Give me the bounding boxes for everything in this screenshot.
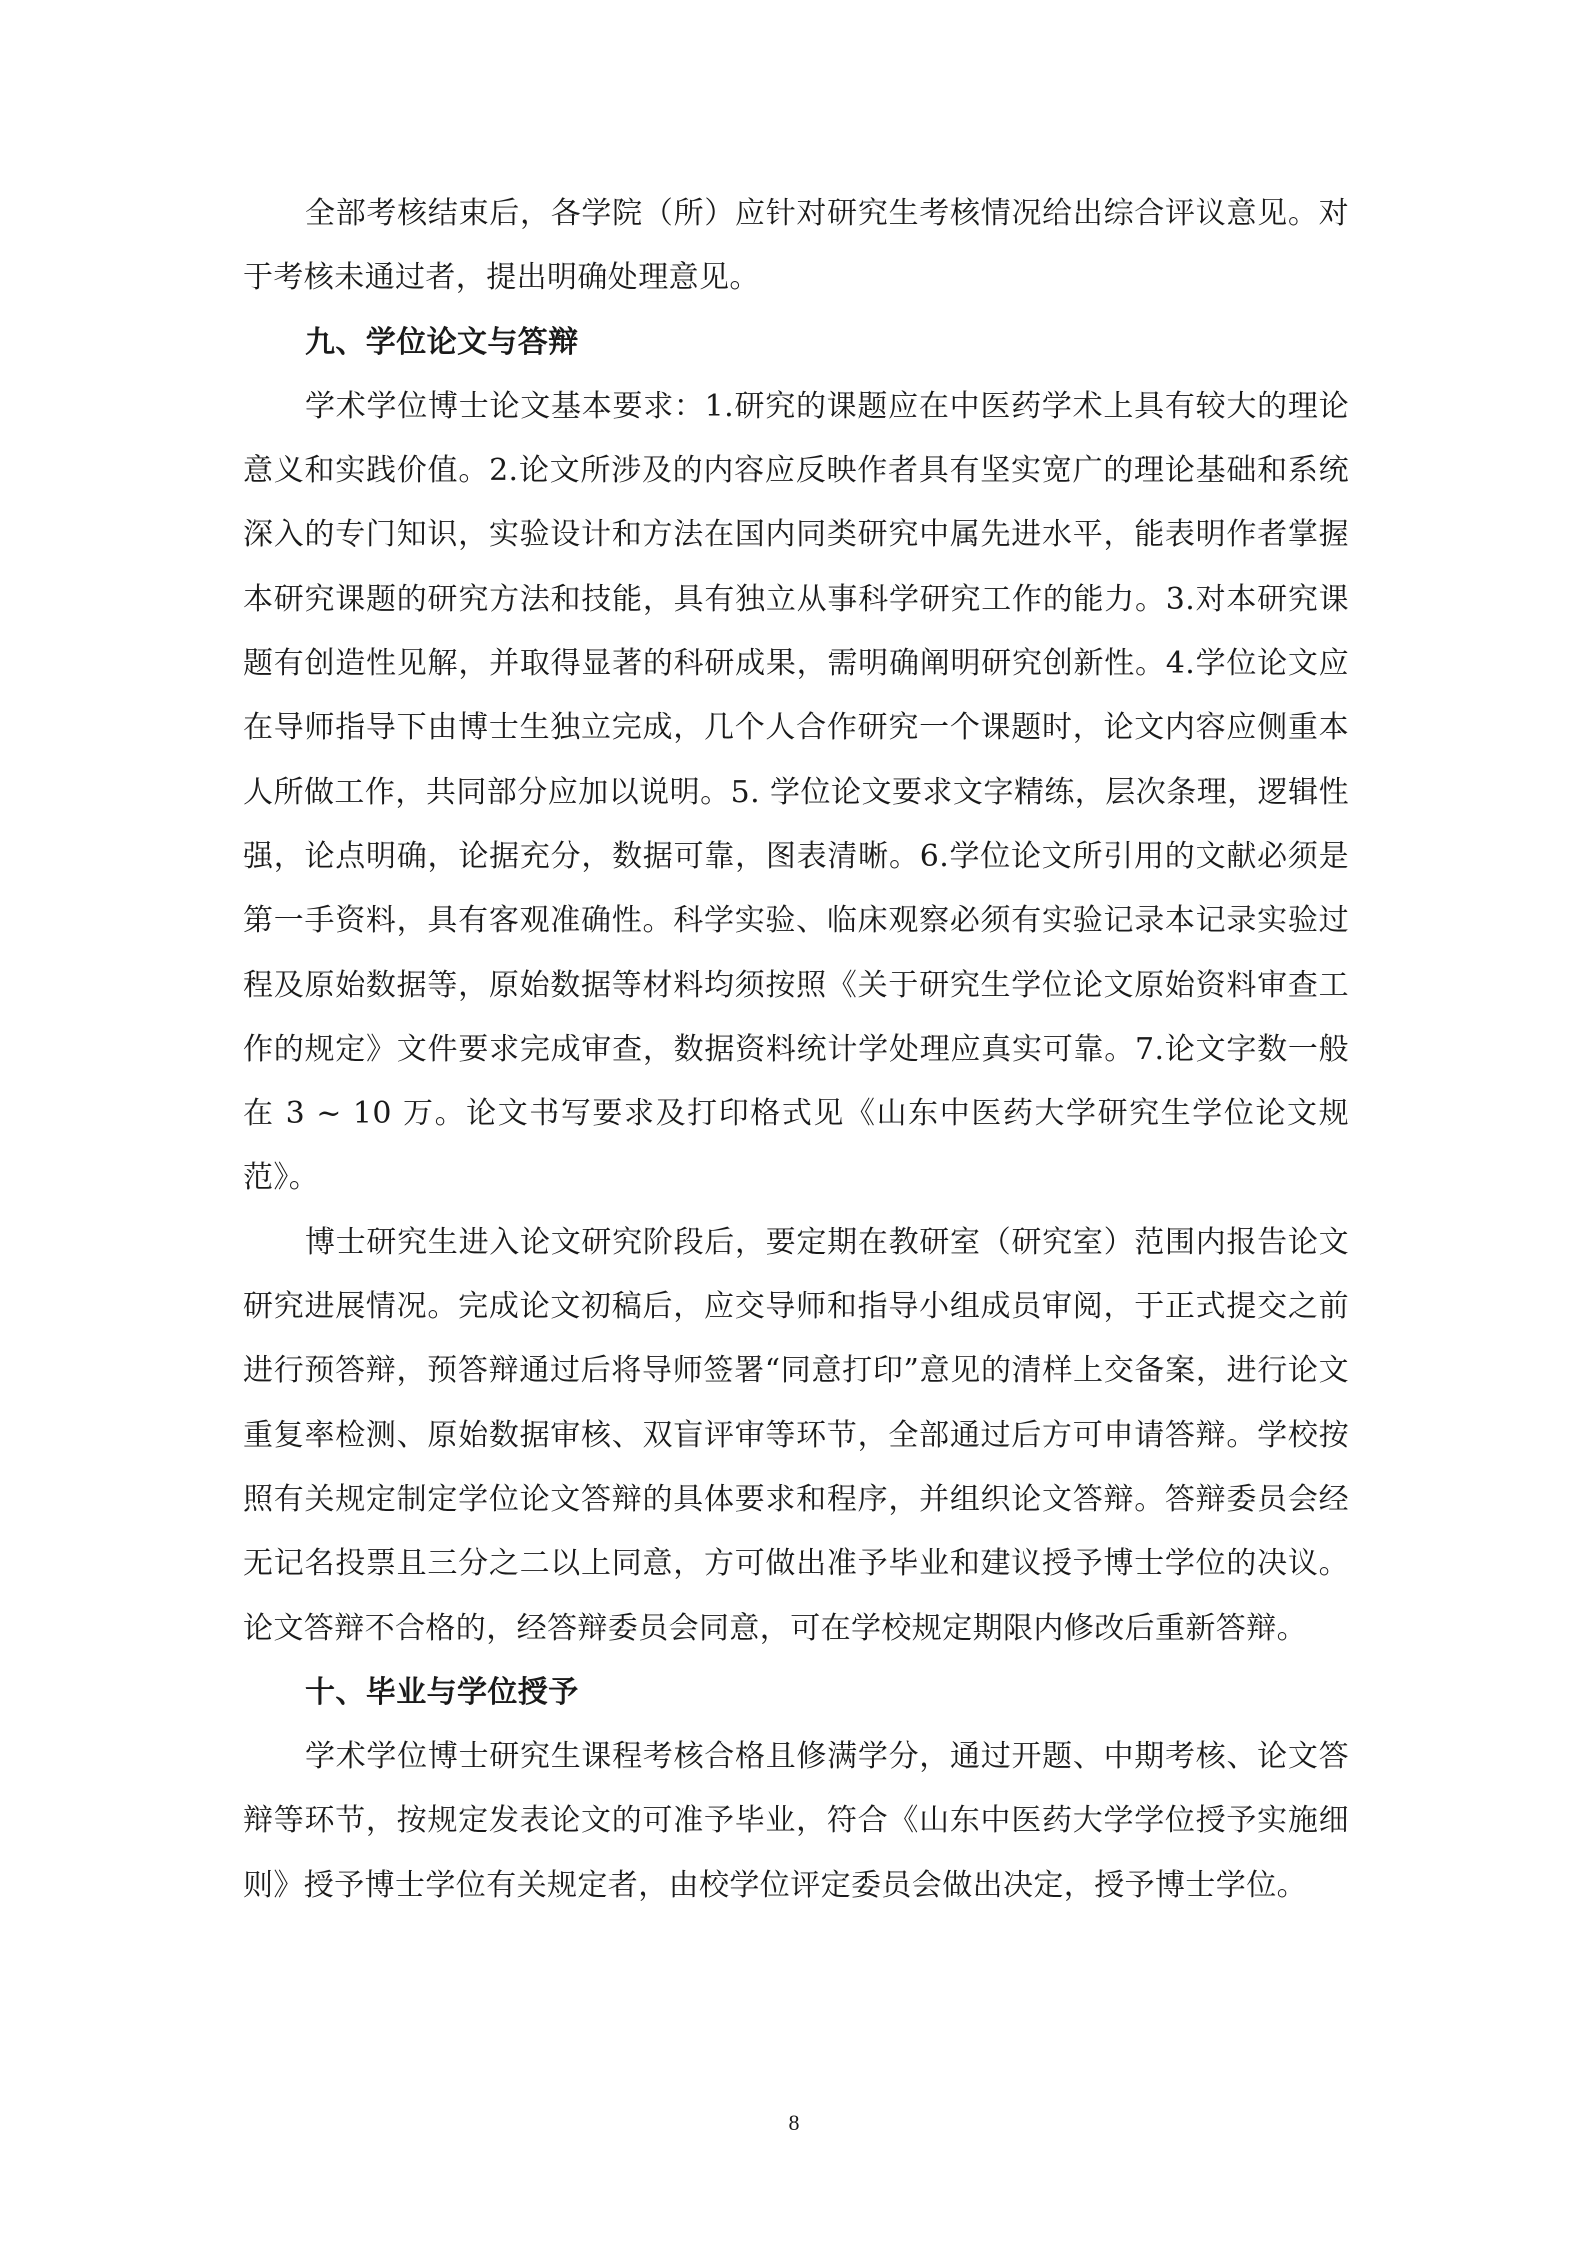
section-heading-thesis-defense: 九、学位论文与答辩 (305, 324, 579, 360)
paragraph-graduation-conditions: 学术学位博士研究生课程考核合格且修满学分，通过开题、中期考核、论文答辩等环节，按规定发表论文的可准予毕业，符合《山东中医药大学学位授予实施细则》授予博士学位有关规定者，由校学位评定委员会做出决定，授予博士学位。 (243, 1739, 1349, 1903)
section-heading-graduation-degree: 十、毕业与学位授予 (305, 1674, 579, 1710)
document-body (243, 182, 1349, 1918)
paragraph-defense-procedure: 博士研究生进入论文研究阶段后，要定期在教研室（研究室）范围内报告论文研究进展情况。完成论文初稿后，应交导师和指导小组成员审阅，于正式提交之前进行预答辩，预答辩通过后将导师签署“同意打印”意见的清样上交备案，进行论文重复率检测、原始数据审核、双盲评审等环节，全部通过后方可申请答辩。学校按照有关规定制定学位论文答辩的具体要求和程序，并组织论文答辩。答辩委员会经无记名投票且三分之二以上同意，方可做出准予毕业和建议授予博士学位的决议。论文答辩不合格的，经答辩委员会同意，可在学校规定期限内修改后重新答辩。 (243, 1224, 1349, 1646)
page-number: 8 (788, 2110, 800, 2135)
paragraph-thesis-requirements: 学术学位博士论文基本要求：1.研究的课题应在中医药学术上具有较大的理论意义和实践价值。2.论文所涉及的内容应反映作者具有坚实宽广的理论基础和系统深入的专门知识，实验设计和方法在国内同类研究中属先进水平，能表明作者掌握本研究课题的研究方法和技能，具有独立从事科学研究工作的能力。3.对本研究课题有创造性见解，并取得显著的科研成果，需明确阐明研究创新性。4.学位论文应在导师指导下由博士生独立完成，几个人合作研究一个课题时，论文内容应侧重本人所做工作，共同部分应加以说明。5. 学位论文要求文字精练，层次条理，逻辑性强，论点明确，论据充分，数据可靠，图表清晰。6.学位论文所引用的文献必须是第一手资料，具有客观准确性。科学实验、临床观察必须有实验记录本记录实验过程及原始数据等，原始数据等材料均须按照《关于研究生学位论文原始资料审查工作的规定》文件要求完成审查，数据资料统计学处理应真实可靠。7.论文字数一般在 3 ~ 10 万。论文书写要求及打印格式见《山东中医药大学研究生学位论文规范》。 (243, 388, 1349, 1196)
paragraph-assessment-summary: 全部考核结束后，各学院（所）应针对研究生考核情况给出综合评议意见。对于考核未通过者，提出明确处理意见。 (243, 196, 1349, 296)
